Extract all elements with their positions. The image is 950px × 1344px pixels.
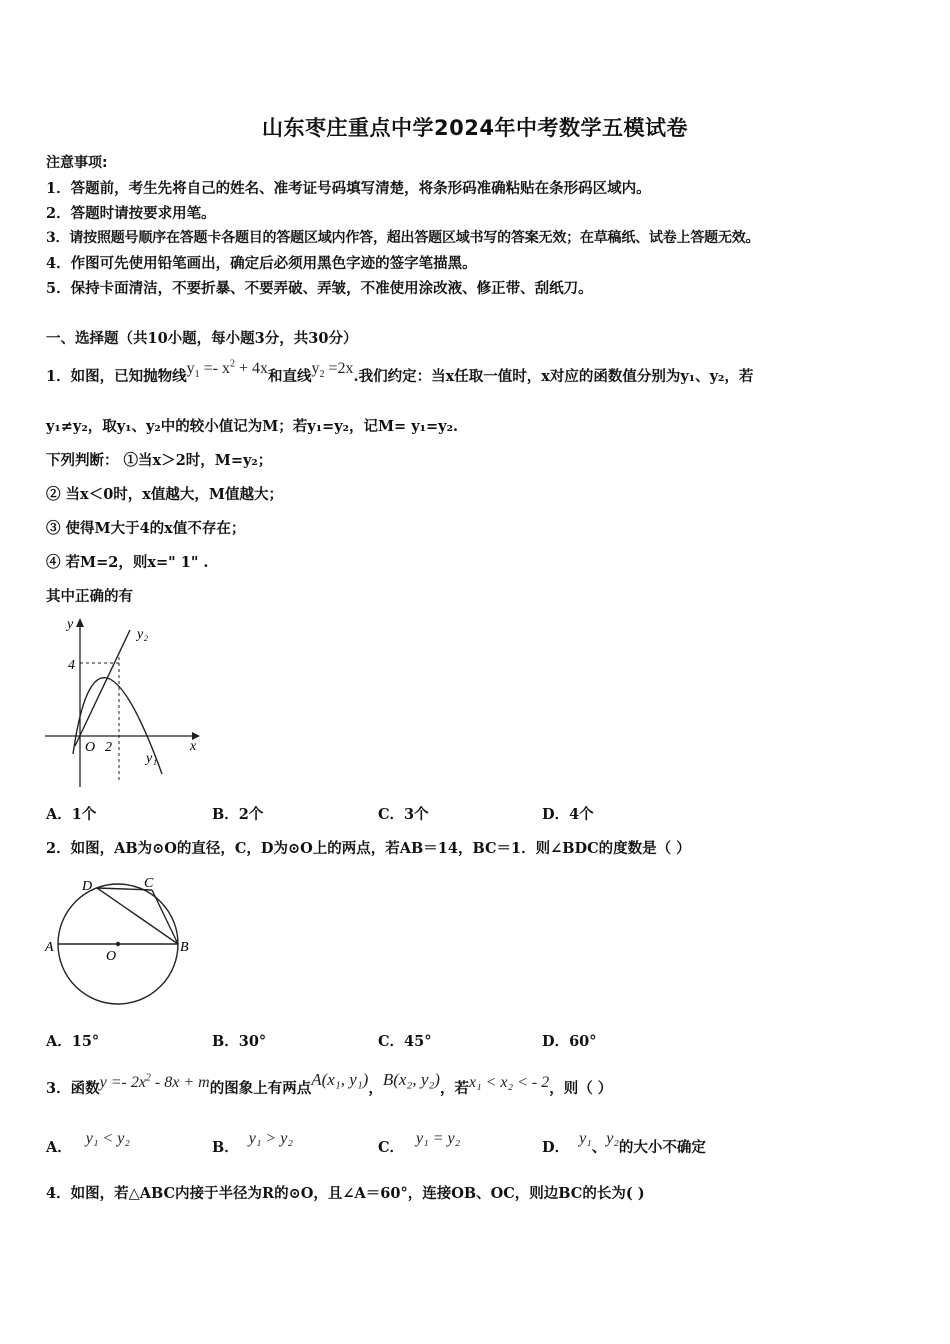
note-item: 4．作图可先使用铅笔画出，确定后必须用黑色字迹的签字笔描黑。: [46, 255, 477, 272]
q4-stem: 4．如图，若△ABC内接于半径为R的⊙O，且∠A＝60°，连接OB、OC，则边BC的长为( ): [46, 1185, 645, 1202]
q1-option-d: D．4个: [542, 806, 594, 823]
q3-option-b: B．y₁ > y₂: [212, 1130, 293, 1156]
q1-ask: 其中正确的有: [46, 588, 133, 605]
q1-option-b: B．2个: [212, 806, 264, 823]
page-title: 山东枣庄重点中学2024年中考数学五模试卷: [262, 116, 688, 140]
label-b: B: [180, 940, 189, 955]
q3-point-b: B(x₂, y₂): [382, 1070, 440, 1089]
chord-db: [97, 888, 178, 944]
q1-option-a: A．1个: [46, 806, 97, 823]
note-item: 5．保持卡面清洁，不要折暴、不要弄破、弄皱，不准使用涂改液、修正带、刮纸刀。: [46, 280, 593, 297]
q1-graph: [40, 612, 210, 792]
y-axis-arrow: [76, 618, 84, 627]
note-item: 1．答题前，考生先将自己的姓名、准考证号码填写清楚，将条形码准确粘贴在条形码区域内。: [46, 180, 651, 197]
tick-x-label: 2: [105, 740, 112, 755]
chord-cb: [152, 890, 178, 944]
q3-option-d: D．y₁、y₂的大小不确定: [542, 1130, 706, 1156]
q1-eq2: $y_2 =2x$: [311, 360, 354, 381]
q2-option-c: C．45°: [378, 1033, 432, 1050]
q1-statement-4: ④ 若M=2，则x=" 1" .: [46, 554, 209, 571]
q2-stem: 2．如图，AB为⊙O的直径，C，D为⊙O上的两点，若AB＝14，BC＝1．则∠BDC的度数是（ ）: [46, 840, 691, 857]
label-o: O: [106, 949, 117, 964]
q1-statement-2: ② 当x＜0时，x值越大，M值越大；: [46, 486, 283, 503]
origin-label: O: [85, 740, 96, 755]
q2-option-a: A．15°: [46, 1033, 100, 1050]
q1-option-c: C．3个: [378, 806, 429, 823]
note-item: 3．请按照题号顺序在答题卡各题目的答题区域内作答，超出答题区域书写的答案无效；在草稿纸、试卷上答题无效。: [46, 230, 760, 246]
label-c: C: [144, 876, 154, 891]
y1-label: y₁: [146, 751, 158, 766]
label-d: D: [82, 879, 93, 894]
q1-statement-3: ③ 使得M大于4的x值不存在；: [46, 520, 246, 537]
note-item: 2．答题时请按要求用笔。: [46, 205, 216, 222]
q3-stem: 3．函数$y =- 2x^2 - 8x + m$的图象上有两点A(x₁, y₁)，B(x₂, y₂)，若x₁ < x₂ < - 2，则（ ）: [46, 1070, 613, 1097]
notes-heading: 注意事项:: [46, 155, 108, 171]
q1-line2: y₁≠y₂，取y₁、y₂中的较小值记为M；若y₁=y₂，记M= y₁=y₂.: [46, 418, 459, 435]
q2-option-b: B．30°: [212, 1033, 267, 1050]
center-point: [116, 942, 120, 946]
q3-condition: x₁ < x₂ < - 2: [468, 1074, 550, 1091]
x-axis-label: x: [190, 739, 197, 754]
q1-judge: 下列判断： ①当x＞2时，M=y₂；: [46, 452, 273, 469]
tick-y-label: 4: [68, 658, 75, 673]
q3-point-a: A(x₁, y₁): [311, 1070, 369, 1089]
section-heading: 一、选择题（共10小题，每小题3分，共30分）: [46, 330, 358, 347]
y2-label: y₂: [137, 627, 149, 642]
q1-stem: 1．如图，已知抛物线$y_1 =- x^2 + 4x$和直线$y_2 =2x$.我们约定：当x任取一值时，x对应的函数值分别为y₁、y₂，若: [46, 358, 754, 385]
q3-function: $y =- 2x^2 - 8x + m$: [99, 1072, 210, 1091]
q3-option-a: A．y₁ < y₂: [46, 1130, 130, 1156]
q3-option-c: C．y₁ = y₂: [378, 1130, 461, 1156]
q2-option-d: D．60°: [542, 1033, 597, 1050]
y-axis-label: y: [67, 617, 74, 632]
q2-circle-figure: [42, 868, 202, 1010]
q1-eq1: $y_1 =- x^2 + 4x$: [186, 358, 268, 381]
line-y2: [75, 630, 130, 746]
label-a: A: [45, 940, 54, 955]
